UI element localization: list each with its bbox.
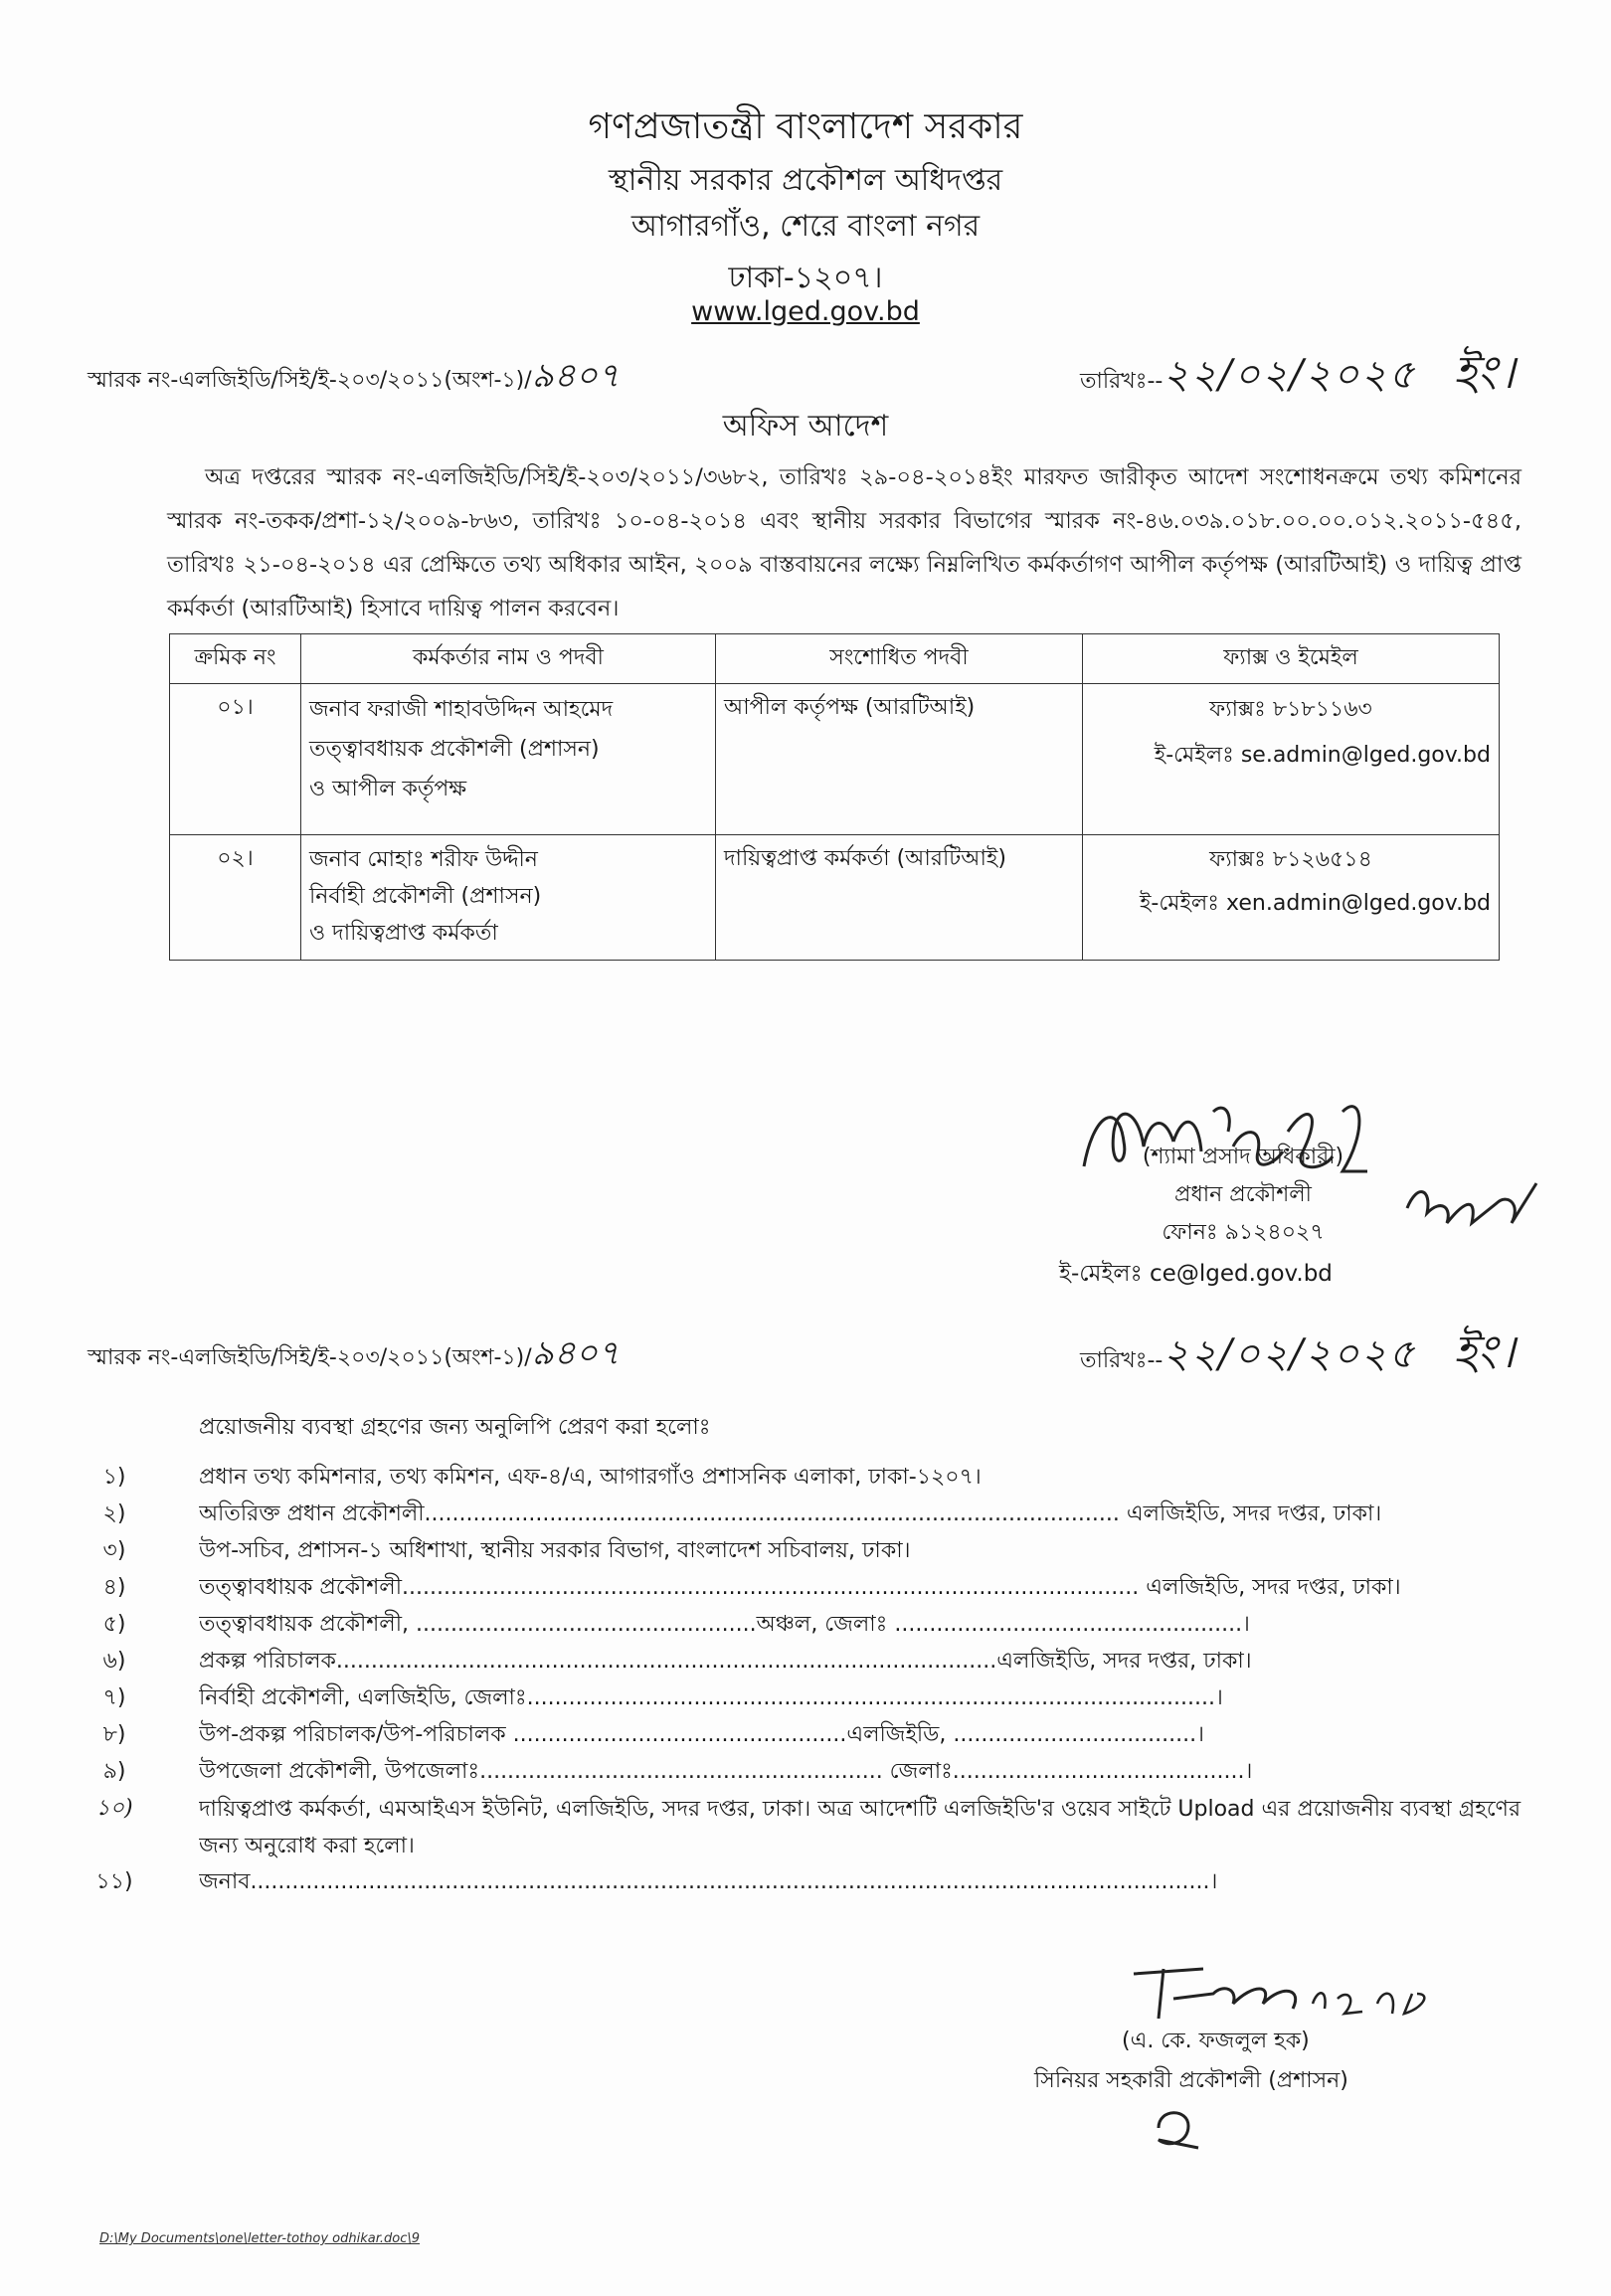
cc-num: ৪) (102, 1575, 126, 1600)
signatory2-designation: সিনিয়র সহকারী প্রকৌশলী (প্রশাসন) (1034, 2068, 1348, 2093)
cc-num: ১০) (95, 1796, 133, 1821)
cc-text: জনাব..........................................................................................................................................। (199, 1869, 1218, 1894)
name-line: তত্ত্বাবধায়ক প্রকৌশলী (প্রশাসন) (309, 737, 600, 762)
row-name (301, 835, 716, 961)
cc-num: ১১) (95, 1869, 133, 1894)
list-item (70, 1533, 1531, 1570)
cc-num: ৫) (102, 1612, 126, 1637)
cc-num: ৬) (102, 1649, 126, 1674)
cc-text: অতিরিক্ত প্রধান প্রকৌশলী.................................................................................................... এলজিইডি, সদর দপ্তর, ঢাকা। (199, 1501, 1382, 1526)
cc-text: তত্ত্বাবধায়ক প্রকৌশলী.......................................................................................................... এলজিইডি, সদর দপ্তর, ঢাকা। (199, 1575, 1401, 1600)
list-item (70, 1570, 1531, 1607)
signatory2-name: (এ. কে. ফজলুল হক) (1122, 2029, 1310, 2053)
list-item (70, 1864, 1531, 1901)
name-line: ও আপীল কর্তৃপক্ষ (309, 777, 467, 801)
table-row (170, 835, 1500, 961)
cc-text: উপ-প্রকল্প পরিচালক/উপ-পরিচালক ................................................এলজিইডি, ...................................। (199, 1722, 1204, 1747)
signature-senior-engineer (1114, 1954, 1472, 2029)
list-item (70, 1680, 1531, 1717)
date2-suffix: ইং। (1453, 1325, 1518, 1378)
row-serial: ০২। (170, 835, 301, 961)
signature-year (1397, 1168, 1546, 1238)
cc-text: তত্ত্বাবধায়ক প্রকৌশলী, .................................................অঞ্চল, জেলাঃ ..................................................। (199, 1612, 1250, 1637)
list-item (70, 1607, 1531, 1644)
header-designation: সংশোধিত পদবী (716, 634, 1083, 684)
cc-num: ৭) (102, 1685, 126, 1710)
signatory1-name: (শ্যামা প্রসাদ অধিকারী) (1142, 1145, 1344, 1169)
name-line: ও দায়িত্বপ্রাপ্ত কর্মকর্তা (309, 921, 498, 946)
email-line: ই-মেইলঃ se.admin@lged.gov.bd (1154, 743, 1491, 768)
fax-line: ফ্যাক্সঃ ৮১৮১১৬৩ (1209, 697, 1372, 722)
website-line (0, 296, 1611, 327)
cc-text: উপ-সচিব, প্রশাসন-১ অধিশাখা, স্থানীয় সরকার বিভাগ, বাংলাদেশ সচিবালয়, ঢাকা। (199, 1538, 911, 1563)
initials-mark (1144, 2098, 1213, 2158)
cc-num: ৮) (102, 1722, 126, 1747)
name-line: জনাব ফরাজী শাহাবউদ্দিন আহমেদ (309, 697, 614, 722)
signatory1-designation: প্রধান প্রকৌশলী (1174, 1182, 1312, 1207)
row-designation: দায়িত্বপ্রাপ্ত কর্মকর্তা (আরটিআই) (716, 835, 1083, 961)
memo2-number (88, 1327, 620, 1384)
signatory1-block (1094, 1139, 1392, 1252)
cc-intro: প্রয়োজনীয় ব্যবস্থা গ্রহণের জন্য অনুলিপি প্রেরণ করা হলোঃ (199, 1415, 711, 1440)
list-item (70, 1717, 1531, 1754)
cc-num: ৯) (102, 1759, 126, 1784)
list-item (70, 1791, 1531, 1864)
cc-text: দায়িত্বপ্রাপ্ত কর্মকর্তা, এমআইএস ইউনিট, এলজিইডি, সদর দপ্তর, ঢাকা। অত্র আদেশটি এলজিইডি'র ওয়েব সাইটে Upload এর প্রয়োজনীয় ব্যবস্থা গ্রহণের জন্য অনুরোধ করা হলো। (199, 1797, 1522, 1858)
memo2-date (1080, 1318, 1518, 1393)
officers-table (169, 633, 1500, 961)
govt-title: গণপ্রজাতন্ত্রী বাংলাদেশ সরকার (588, 106, 1023, 147)
row-name (301, 684, 716, 835)
row-serial: ০১। (170, 684, 301, 835)
address-line: আগারগাঁও, শেরে বাংলা নগর (630, 209, 981, 244)
cc-text: নির্বাহী প্রকৌশলী, এলজিইডি, জেলাঃ...................................................................................................। (199, 1685, 1223, 1710)
memo-number (88, 350, 620, 407)
list-item (70, 1754, 1531, 1791)
header-name: কর্মকর্তার নাম ও পদবী (301, 634, 716, 684)
memo2-number-handwritten: ৯৪০৭ (531, 1333, 621, 1373)
table-row (170, 684, 1500, 835)
memo-label: স্মারক নং-এলজিইডি/সিই/ই-২০৩/২০১১(অংশ-১)/ (88, 368, 532, 393)
order-body: অত্র দপ্তরের স্মারক নং-এলজিইডি/সিই/ই-২০৩/২০১১/৩৬৮২, তারিখঃ ২৯-০৪-২০১৪ইং মারফত জারীকৃত আদেশ সংশোধনক্রমে তথ্য কমিশনের স্মারক নং-তকক/প্রশা-১২/২০০৯-৮৬৩, তারিখঃ ১০-০৪-২০১৪ এবং স্থানীয় সরকার বিভাগের স্মারক নং-৪৬.০৩৯.০১৮.০০.০০.০১২.২০১১-৫৪৫, তারিখঃ ২১-০৪-২০১৪ এর প্রেক্ষিতে তথ্য অধিকার আইন, ২০০৯ বাস্তবায়নের লক্ষ্যে নিম্নলিখিত কর্মকর্তাগণ আপীল কর্তৃপক্ষ (আরটিআই) ও দায়িত্ব প্রাপ্ত কর্মকর্তা (আরটিআই) হিসাবে দায়িত্ব পালন করবেন। (167, 464, 1522, 621)
memo-number-handwritten: ৯৪০৭ (531, 356, 621, 396)
row-contact (1083, 684, 1500, 835)
cc-text: প্রকল্প পরিচালক...............................................................................................এলজিইডি, সদর দপ্তর, ঢাকা। (199, 1649, 1252, 1674)
file-path: D:\My Documents\one\letter-tothoy odhikar.doc\9 (99, 2231, 421, 2246)
order-title: অফিস আদেশ (722, 409, 889, 443)
date2-label: তারিখঃ-- (1080, 1348, 1164, 1373)
signatory1-phone: ফোনঃ ৯১২৪০২৭ (1162, 1220, 1325, 1245)
list-item (70, 1644, 1531, 1680)
memo2-label: স্মারক নং-এলজিইডি/সিই/ই-২০৩/২০১১(অংশ-১)/ (88, 1345, 532, 1370)
date2-handwritten: ২২/০২/২০২৫ (1163, 1331, 1417, 1377)
department-name: স্থানীয় সরকার প্রকৌশল অধিদপ্তর (608, 163, 1003, 198)
list-item (70, 1497, 1531, 1533)
name-line: নির্বাহী প্রকৌশলী (প্রশাসন) (309, 884, 542, 909)
signatory1-email: ই-মেইলঃ ce@lged.gov.bd (1059, 1261, 1333, 1287)
cc-list (70, 1460, 1531, 1901)
cc-num: ১) (102, 1465, 126, 1490)
table-header-row (170, 634, 1500, 684)
date-suffix: ইং। (1453, 345, 1518, 399)
row-designation: আপীল কর্তৃপক্ষ (আরটিআই) (716, 684, 1083, 835)
website-link[interactable]: www.lged.gov.bd (691, 296, 920, 327)
date-handwritten: ২২/০২/২০২৫ (1163, 352, 1417, 398)
city-line: ঢাকা-১২০৭। (728, 261, 883, 295)
row-contact (1083, 835, 1500, 961)
cc-num: ২) (102, 1501, 126, 1526)
cc-text: উপজেলা প্রকৌশলী, উপজেলাঃ.......................................................... জেলাঃ..........................................। (199, 1759, 1253, 1784)
cc-num: ৩) (102, 1538, 126, 1563)
fax-line: ফ্যাক্সঃ ৮১২৬৫১৪ (1209, 847, 1372, 872)
name-line: জনাব মোহাঃ শরীফ উদ্দীন (309, 847, 538, 872)
email-line: ই-মেইলঃ xen.admin@lged.gov.bd (1139, 891, 1491, 916)
cc-text: প্রধান তথ্য কমিশনার, তথ্য কমিশন, এফ-৪/এ, আগারগাঁও প্রশাসনিক এলাকা, ঢাকা-১২০৭। (199, 1465, 982, 1490)
header-contact: ফ্যাক্স ও ইমেইল (1083, 634, 1500, 684)
list-item (70, 1460, 1531, 1497)
date-label: তারিখঃ-- (1080, 369, 1164, 394)
header-serial: ক্রমিক নং (170, 634, 301, 684)
